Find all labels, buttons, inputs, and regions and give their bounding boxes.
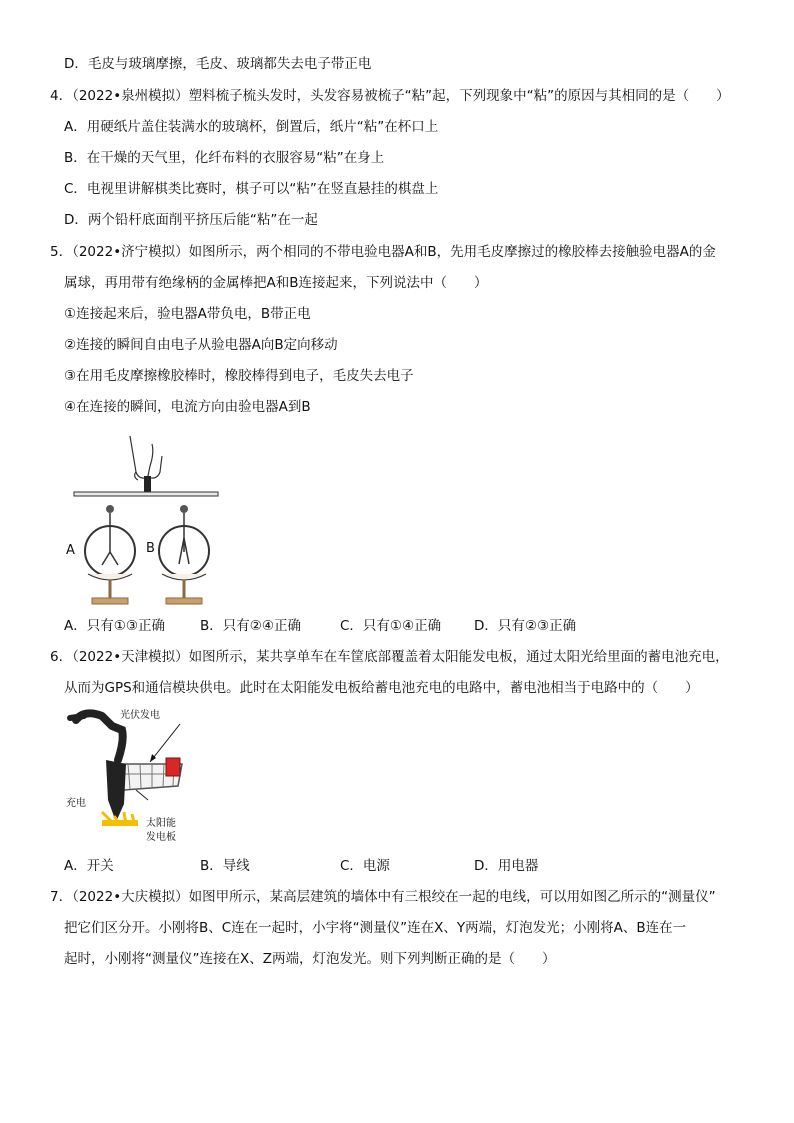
label-charge: 充电 [66,798,86,809]
q4-option-a: A．用硬纸片盖住装满水的玻璃杯，倒置后，纸片“粘”在杯口上 [64,119,439,135]
q4-stem: 4．（2022•泉州模拟）塑料梳子梳头发时，头发容易被梳子“粘”起，下列现象中“粘”的原因与其相同的是（ ） [50,88,730,104]
q5-stem-line2: 属球，再用带有绝缘柄的金属棒把A和B连接起来，下列说法中（ ） [64,275,488,291]
q6-stem-line2: 从而为GPS和通信模块供电。此时在太阳能发电板给蓄电池充电的电路中，蓄电池相当于电路中的（ ） [64,680,699,696]
q5-option-d: D．只有②③正确 [474,618,577,634]
q3-option-d: D．毛皮与玻璃摩擦，毛皮、玻璃都失去电子带正电 [64,56,372,72]
q6-stem-line1: 6．（2022•天津模拟）如图所示，某共享单车在车筐底部覆盖着太阳能发电板，通过太阳光给里面的蓄电池充电， [50,649,729,665]
q7-stem-line1: 7．（2022•大庆模拟）如图甲所示，某高层建筑的墙体中有三根绞在一起的电线，可以用如图乙所示的“测量仪” [50,889,716,905]
q4-option-b: B．在干燥的天气里，化纤布料的衣服容易“粘”在身上 [64,150,385,166]
hand-icon [130,436,162,480]
q6-option-a: A．开关 [64,858,114,874]
label-panel-1: 太阳能 [146,818,176,829]
q6-options [64,856,764,876]
arrow [150,724,180,762]
q6-option-d: D．用电器 [474,858,539,874]
q5-option-a: A．只有①③正确 [64,618,165,634]
q6-option-c: C．电源 [340,858,390,874]
electroscope-a [85,505,135,604]
label-b: B [146,541,155,556]
q5-stem-line1: 5．（2022•济宁模拟）如图所示，两个相同的不带电验电器A和B，先用毛皮摩擦过的橡胶棒去接触验电器A的金 [50,244,716,260]
electroscope-b [159,505,209,604]
q5-statement-1: ①连接起来后，验电器A带负电，B带正电 [64,306,311,322]
q7-stem-line3: 起时，小刚将“测量仪”连接在X、Z两端，灯泡发光。则下列判断正确的是（ ） [64,951,556,967]
q6-option-b: B．导线 [200,858,250,874]
q5-statement-4: ④在连接的瞬间，电流方向由验电器A到B [64,399,311,415]
q5-statement-2: ②连接的瞬间自由电子从验电器A向B定向移动 [64,337,338,353]
gps-module [166,758,180,776]
q5-option-c: C．只有①④正确 [340,618,442,634]
insulating-handle [144,476,151,492]
label-a: A [66,543,75,558]
q4-option-d: D．两个铅杆底面削平挤压后能“粘”在一起 [64,212,318,228]
q5-option-b: B．只有②④正确 [200,618,301,634]
q6-bike-figure [62,704,210,846]
label-panel-2: 发电板 [146,832,176,843]
q7-stem-line2: 把它们区分开。小刚将B、C连在一起时，小宇将“测量仪”连在X、Y两端，灯泡发光；小刚将A、B连在一 [64,920,687,936]
handlebar [76,713,123,760]
label-pv: 光伏发电 [120,710,160,721]
q5-options [64,616,764,636]
metal-rod [74,492,218,496]
q4-option-c: C．电视里讲解棋类比赛时，棋子可以“粘”在竖直悬挂的棋盘上 [64,181,439,197]
q5-electroscope-figure [62,426,230,608]
q5-statement-3: ③在用毛皮摩擦橡胶棒时，橡胶棒得到电子，毛皮失去电子 [64,368,414,384]
